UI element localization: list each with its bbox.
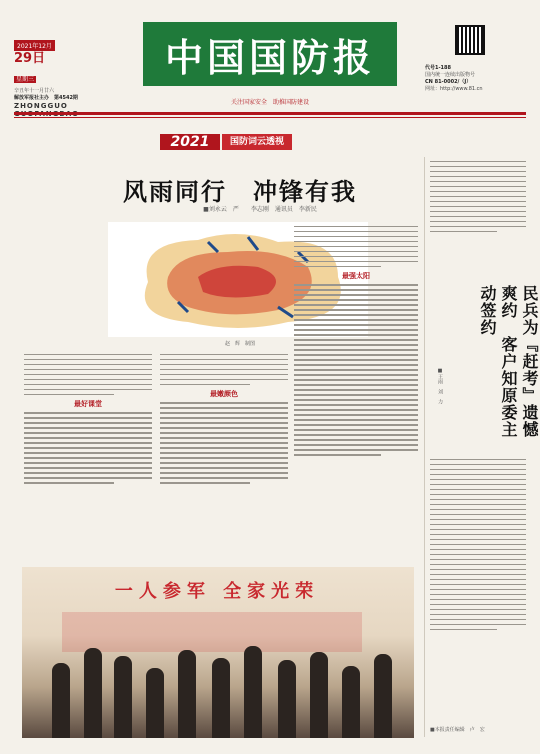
- person-figure: [278, 660, 296, 738]
- photo-banner-text: 一人参军 全家光荣: [114, 581, 320, 602]
- date-block: [14, 33, 126, 118]
- person-figure: [212, 658, 230, 738]
- qr-code-icon: [455, 25, 485, 55]
- publication-info: [425, 65, 525, 93]
- subhead-3: 最强太阳: [342, 271, 370, 280]
- signature-wall: [62, 612, 362, 652]
- headline: 风雨同行 冲锋有我: [123, 177, 357, 206]
- body-column-3: [294, 222, 418, 560]
- publisher-line: 解放军报社主办 第4542期: [14, 95, 78, 101]
- subhead-2: 最嫩颜色: [210, 389, 238, 398]
- section-year: 2021: [160, 134, 220, 150]
- column-divider: [424, 157, 425, 737]
- code-line-2: 国内统一连续出版物号: [425, 72, 476, 78]
- slogan: 关注国家安全 助推国防建设: [230, 99, 309, 106]
- code-line-1: 代号1-188: [425, 65, 451, 71]
- weekday: 星期三: [16, 76, 35, 83]
- body-column-2: [160, 350, 288, 560]
- subhead-1: 最好课堂: [74, 399, 102, 408]
- person-figure: [178, 650, 196, 738]
- image-caption: 赵 辉 制图: [224, 341, 255, 347]
- side-title-text: 民兵为『赶考』遗憾爽约 客户知原委主动签约: [478, 285, 539, 438]
- person-figure: [374, 654, 392, 738]
- person-figure: [84, 648, 102, 738]
- year-month: 2021年12月: [14, 40, 55, 51]
- person-figure: [52, 663, 70, 738]
- person-figure: [114, 656, 132, 738]
- masthead-logo: [143, 22, 397, 86]
- person-figure: [244, 646, 262, 738]
- newspaper-title: 中国国防报: [164, 35, 375, 80]
- side-article-title: [477, 285, 539, 445]
- masthead-divider: [14, 112, 526, 115]
- enlistment-photo: [22, 567, 414, 738]
- right-column-bottom: [430, 455, 526, 720]
- section-column: 国防词云透视: [222, 134, 292, 150]
- person-figure: [342, 666, 360, 738]
- person-figure: [146, 668, 164, 738]
- pinyin-title: ZHONGGUO: [14, 102, 68, 110]
- body-column-1: [24, 350, 152, 560]
- footer-editor: ■本报责任编辑 卢 宏: [430, 727, 485, 733]
- code-line-3: CN 81-0002/（J）: [425, 79, 472, 85]
- lunar-date: 辛丑年十一月廿六: [14, 88, 55, 94]
- person-figure: [310, 652, 328, 738]
- masthead-divider-thin: [14, 117, 526, 118]
- side-byline: ■王雨 刘 力: [437, 368, 443, 404]
- byline: ■刘永云 严 李志刚 通讯员 李新民: [203, 206, 317, 213]
- day: 29日: [14, 51, 46, 66]
- right-column-top: [430, 157, 526, 277]
- website: 网址：http://www.81.cn: [425, 86, 483, 92]
